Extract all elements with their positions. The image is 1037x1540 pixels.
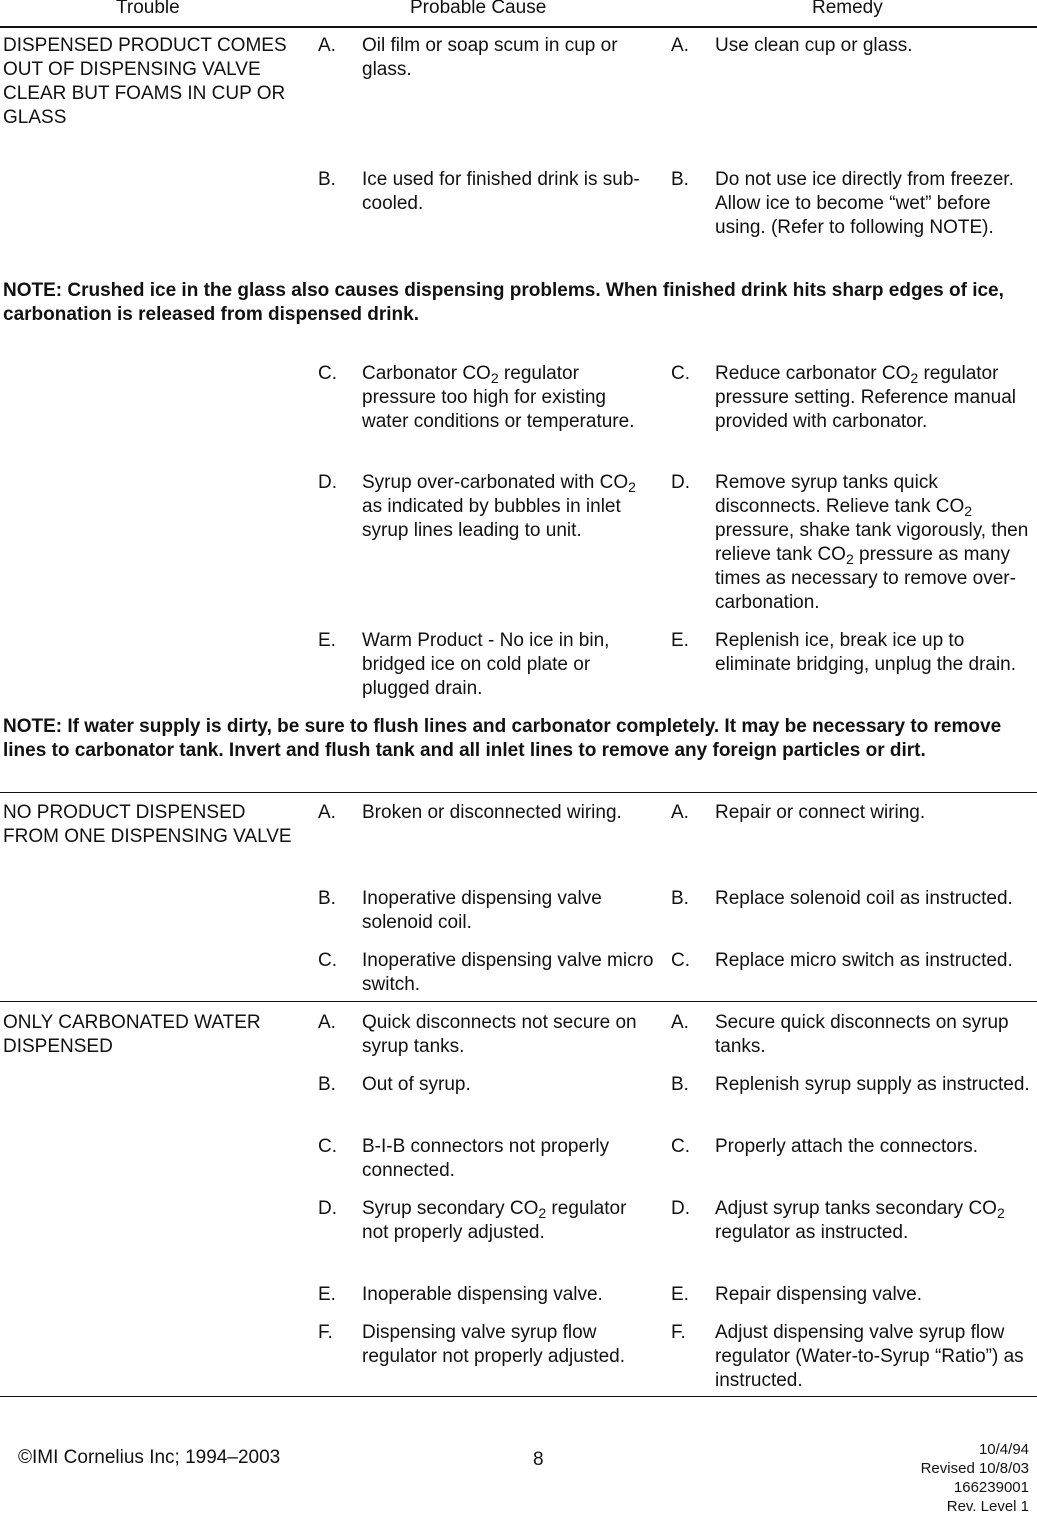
- cause-text: Inoperative dispensing valve micro switch.: [362, 950, 654, 995]
- remedy-text: Properly attach the connectors.: [715, 1136, 978, 1157]
- item-letter: B.: [318, 1074, 336, 1095]
- item-letter: E.: [318, 1284, 336, 1305]
- cause-text: Out of syrup.: [362, 1074, 471, 1095]
- section-divider: [0, 1396, 1037, 1397]
- header-trouble: Trouble: [116, 0, 180, 18]
- remedy-text: Replace solenoid coil as instructed.: [715, 888, 1013, 909]
- item-letter: A.: [318, 1012, 336, 1033]
- trouble-no-product: NO PRODUCT DISPENSED FROM ONE DISPENSING VALVE: [3, 802, 292, 847]
- item-letter: D.: [671, 472, 690, 493]
- trouble-foams-in-cup: DISPENSED PRODUCT COMES OUT OF DISPENSING VALVE CLEAR BUT FOAMS IN CUP OR GLASS: [3, 35, 287, 128]
- remedy-text: Replace micro switch as instructed.: [715, 950, 1013, 971]
- remedy-text: Use clean cup or glass.: [715, 35, 913, 56]
- item-letter: C.: [318, 1136, 337, 1157]
- item-letter: A.: [671, 1012, 689, 1033]
- footer-copyright: ©IMI Cornelius Inc; 1994–2003: [18, 1447, 281, 1468]
- remedy-text: Remove syrup tanks quick disconnects. Relieve tank $CO_2$ pressure, shake tank vigorously, then relieve tank $CO_2$ pressure as many times as necessary to remove over-carbonation.: [715, 472, 1029, 613]
- item-letter: D.: [318, 472, 337, 493]
- footer-part-number: 166239001: [953, 1479, 1029, 1496]
- item-letter: A.: [671, 35, 689, 56]
- page-number: 8: [533, 1449, 544, 1470]
- footer-rev-level: Rev. Level 1: [946, 1498, 1029, 1515]
- header-remedy: Remedy: [812, 0, 883, 18]
- section-divider: [0, 792, 1037, 793]
- remedy-text: Do not use ice directly from freezer. Allow ice to become “wet” before using. (Refer to following NOTE).: [715, 169, 1014, 238]
- item-letter: D.: [318, 1198, 337, 1219]
- item-letter: B.: [318, 169, 336, 190]
- cause-text: Dispensing valve syrup flow regulator not properly adjusted.: [362, 1322, 625, 1367]
- footer-date: 10/4/94: [978, 1441, 1029, 1458]
- cause-text: B-I-B connectors not properly connected.: [362, 1136, 610, 1181]
- item-letter: B.: [671, 1074, 689, 1095]
- cause-text: Inoperable dispensing valve.: [362, 1284, 603, 1305]
- cause-text: Inoperative dispensing valve solenoid coil.: [362, 888, 602, 933]
- footer-revised: Revised 10/8/03: [920, 1460, 1029, 1477]
- item-letter: B.: [671, 169, 689, 190]
- header-probable-cause: Probable Cause: [410, 0, 547, 18]
- cause-text: Oil film or soap scum in cup or glass.: [362, 35, 618, 80]
- cause-text: Carbonator $CO_2$ regulator pressure too high for existing water conditions or temperature.: [362, 363, 635, 432]
- section-divider: [0, 1001, 1037, 1002]
- cause-text: Syrup secondary $CO_2$ regulator not properly adjusted.: [362, 1198, 627, 1243]
- remedy-text: Repair or connect wiring.: [715, 802, 926, 823]
- item-letter: A.: [671, 802, 689, 823]
- remedy-text: Adjust syrup tanks secondary $CO_2$ regulator as instructed.: [715, 1198, 1005, 1243]
- item-letter: C.: [671, 363, 690, 384]
- note-crushed-ice: NOTE: Crushed ice in the glass also causes dispensing problems. When finished drink hits sharp edges of ice, carbonation is released from dispensed drink.: [3, 280, 1004, 325]
- note-water-supply: NOTE: If water supply is dirty, be sure to flush lines and carbonator completely. It may be necessary to remove lines to carbonator tank. Invert and flush tank and all inlet lines to remove any foreign particles or dirt.: [3, 716, 1002, 761]
- item-letter: E.: [671, 1284, 689, 1305]
- remedy-text: Repair dispensing valve.: [715, 1284, 923, 1305]
- item-letter: B.: [671, 888, 689, 909]
- cause-text: Ice used for finished drink is sub-cooled.: [362, 169, 640, 214]
- item-letter: C.: [318, 363, 337, 384]
- cause-text: Warm Product - No ice in bin, bridged ice on cold plate or plugged drain.: [362, 630, 610, 699]
- remedy-text: Reduce carbonator $CO_2$ regulator pressure setting. Reference manual provided with carbonator.: [715, 363, 1016, 432]
- item-letter: B.: [318, 888, 336, 909]
- remedy-text: Replenish syrup supply as instructed.: [715, 1074, 1030, 1095]
- item-letter: D.: [671, 1198, 690, 1219]
- cause-text: Syrup over-carbonated with $CO_2$ as indicated by bubbles in inlet syrup lines leading to unit.: [362, 472, 636, 541]
- remedy-text: Adjust dispensing valve syrup flow regulator (Water-to-Syrup “Ratio”) as instructed.: [715, 1322, 1024, 1391]
- item-letter: F.: [671, 1322, 686, 1343]
- trouble-only-carbonated-water: ONLY CARBONATED WATER DISPENSED: [3, 1012, 261, 1057]
- remedy-text: Replenish ice, break ice up to eliminate bridging, unplug the drain.: [715, 630, 1017, 675]
- cause-text: Broken or disconnected wiring.: [362, 802, 622, 823]
- item-letter: C.: [671, 950, 690, 971]
- item-letter: A.: [318, 802, 336, 823]
- item-letter: E.: [318, 630, 336, 651]
- item-letter: E.: [671, 630, 689, 651]
- footer-doc-info: [829, 1440, 1029, 1516]
- cause-text: Quick disconnects not secure on syrup tanks.: [362, 1012, 637, 1057]
- item-letter: A.: [318, 35, 336, 56]
- item-letter: C.: [318, 950, 337, 971]
- remedy-text: Secure quick disconnects on syrup tanks.: [715, 1012, 1009, 1057]
- table-header: [0, 0, 1037, 28]
- item-letter: C.: [671, 1136, 690, 1157]
- item-letter: F.: [318, 1322, 333, 1343]
